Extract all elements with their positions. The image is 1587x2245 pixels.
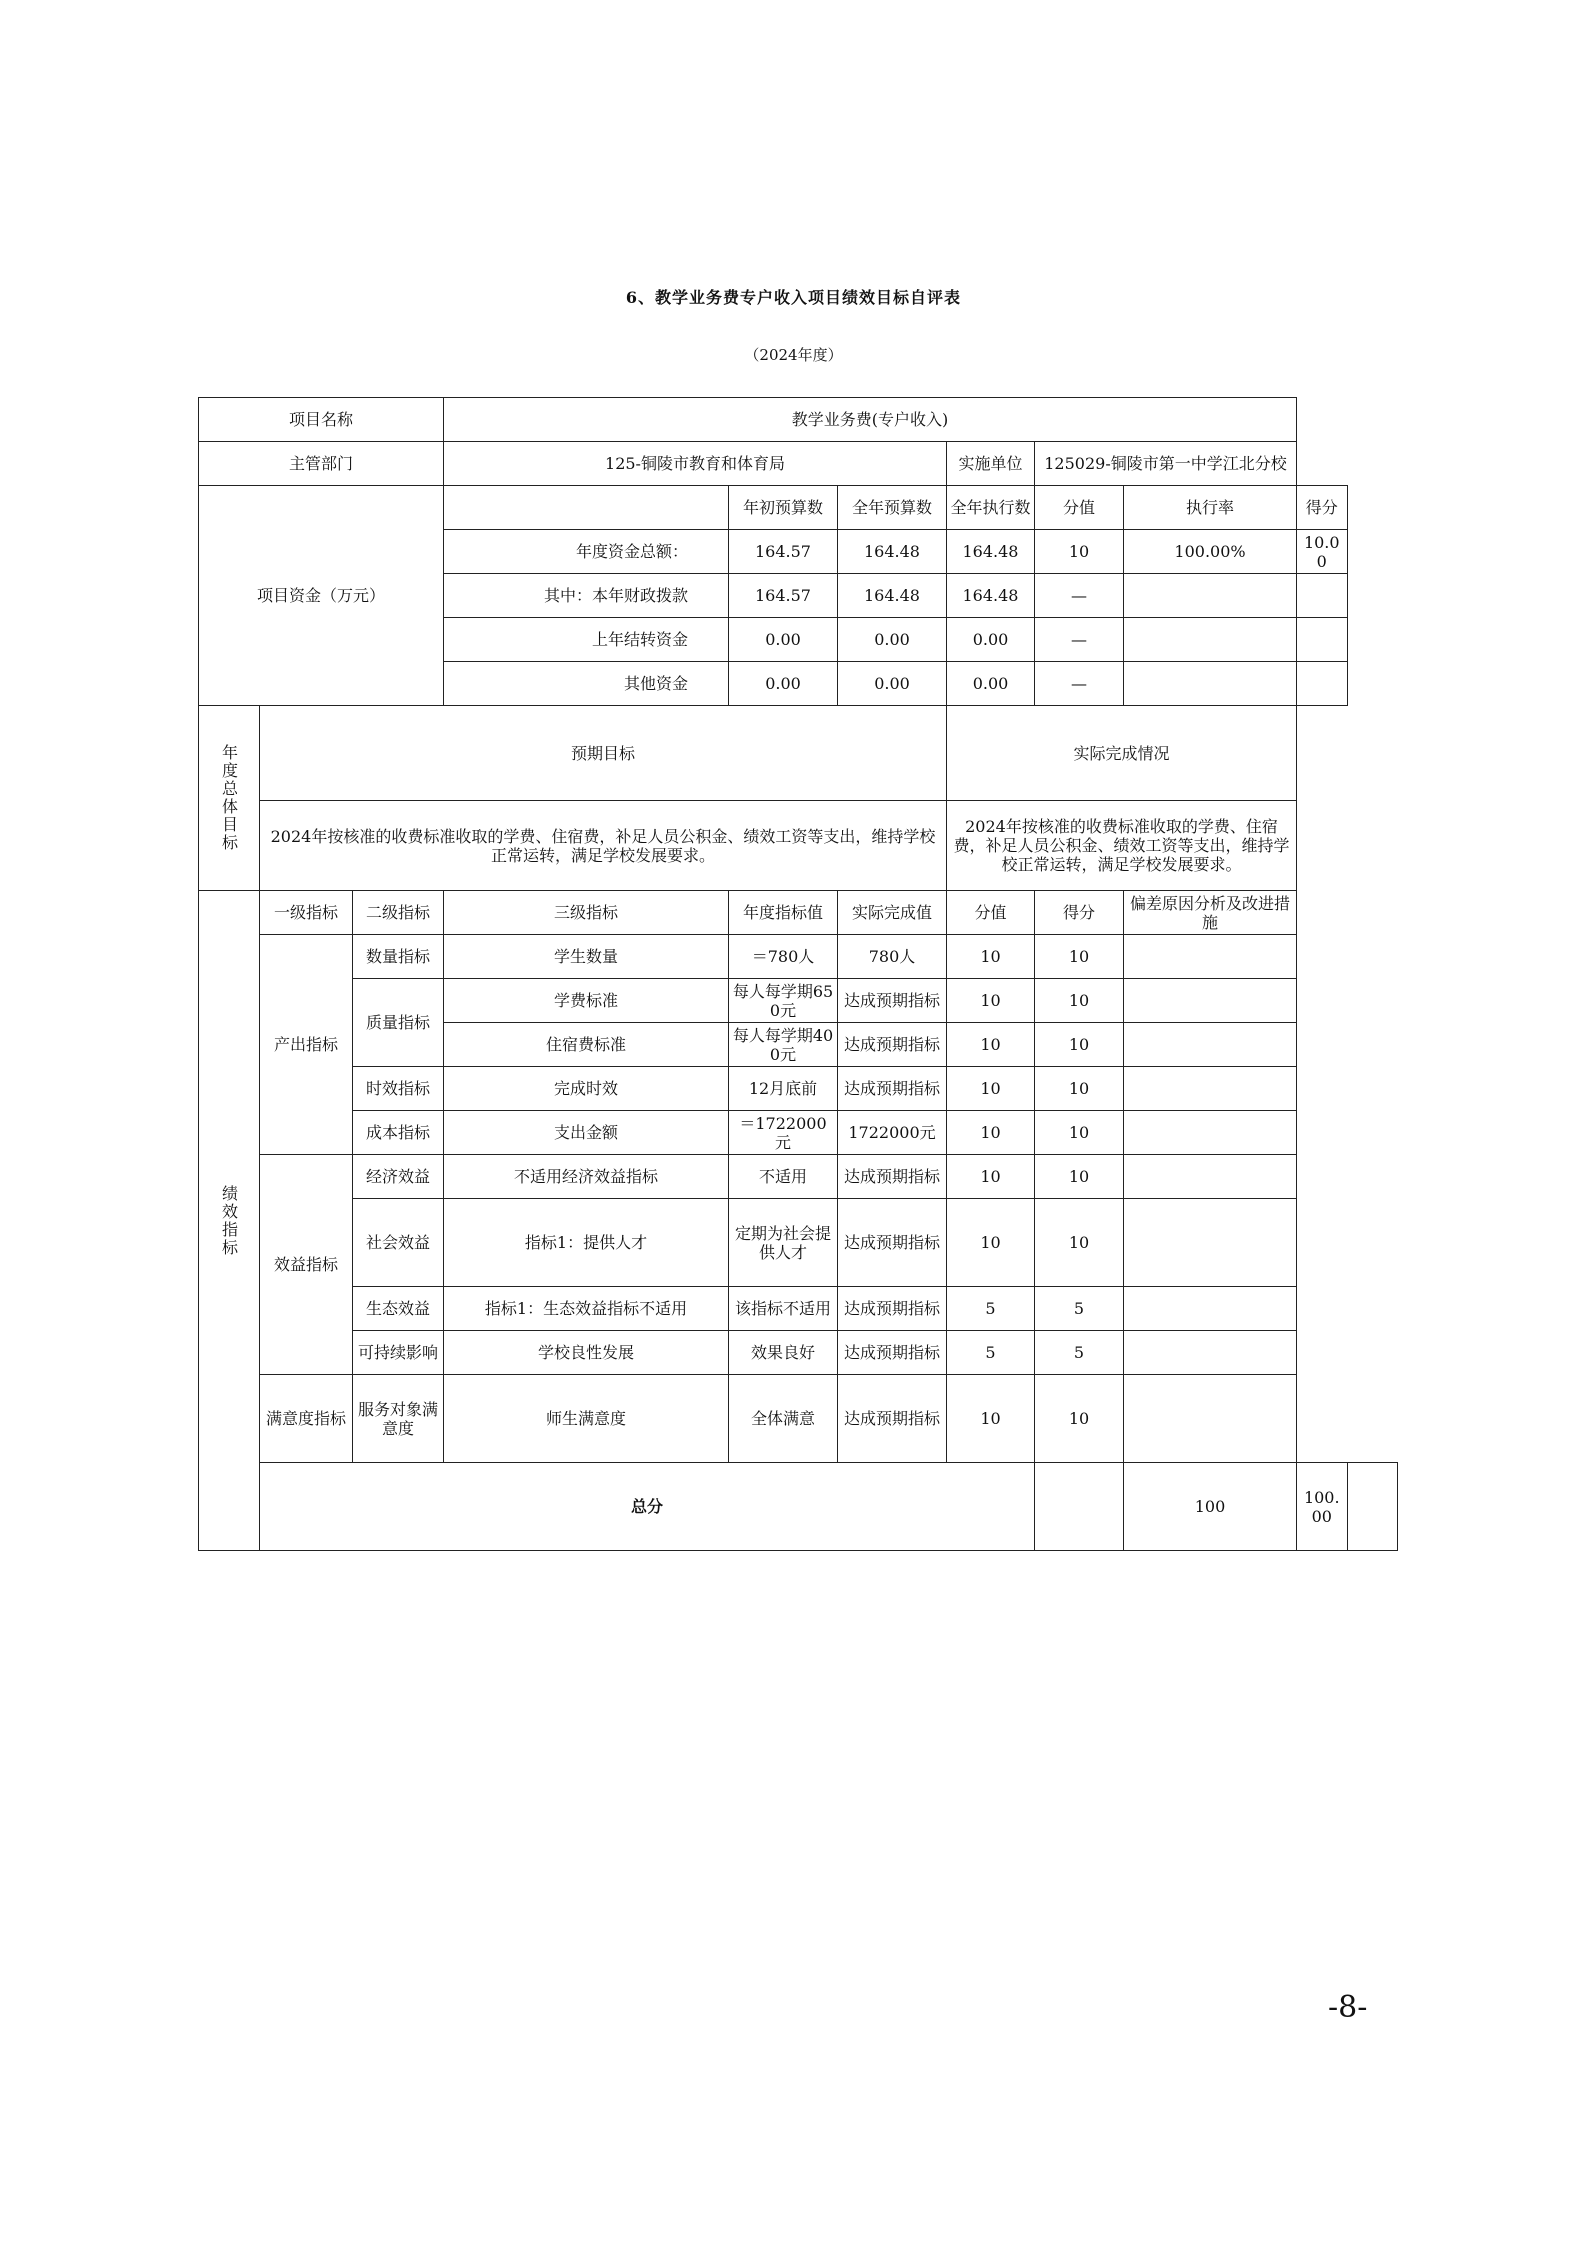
perf-got: 5 (1035, 1331, 1124, 1375)
level2-timeliness: 时效指标 (353, 1067, 444, 1111)
funds-cell (1297, 618, 1348, 662)
perf-note (1124, 1331, 1297, 1375)
funds-cell: 10.00 (1297, 530, 1348, 574)
funds-cell: 0.00 (838, 662, 947, 706)
goals-text-row (199, 801, 1398, 891)
level1-satisfaction: 满意度指标 (260, 1375, 353, 1463)
level2-economic: 经济效益 (353, 1155, 444, 1199)
perf-got: 10 (1035, 1375, 1124, 1463)
perf-row (199, 1375, 1398, 1463)
perf-row (199, 1155, 1398, 1199)
expected-header: 预期目标 (260, 706, 947, 801)
perf-actual: 达成预期指标 (838, 1375, 947, 1463)
level1-output: 产出指标 (260, 935, 353, 1155)
perf-l3: 学费标准 (444, 979, 729, 1023)
perf-score: 10 (947, 1111, 1035, 1155)
perf-l3: 师生满意度 (444, 1375, 729, 1463)
funds-cell: 164.48 (947, 530, 1035, 574)
perf-row (199, 979, 1398, 1023)
funds-cell: — (1035, 574, 1124, 618)
perf-actual: 达成预期指标 (838, 1199, 947, 1287)
perf-target: ＝780人 (729, 935, 838, 979)
funds-cell: 0.00 (947, 618, 1035, 662)
funds-cell (1124, 618, 1297, 662)
perf-got: 10 (1035, 1067, 1124, 1111)
perf-target: 12月底前 (729, 1067, 838, 1111)
level2-social: 社会效益 (353, 1199, 444, 1287)
perf-target: 全体满意 (729, 1375, 838, 1463)
actual-header: 实际完成情况 (947, 706, 1297, 801)
project-name-label: 项目名称 (199, 398, 444, 442)
performance-table (198, 397, 1398, 1551)
impl-label: 实施单位 (947, 442, 1035, 486)
perf-target: 不适用 (729, 1155, 838, 1199)
perf-row (199, 1111, 1398, 1155)
perf-note (1124, 1067, 1297, 1111)
perf-actual: 达成预期指标 (838, 1287, 947, 1331)
perf-label-cell (199, 891, 260, 1551)
funds-header-blank (444, 486, 729, 530)
perf-row (199, 1287, 1398, 1331)
funds-cell: 164.57 (729, 574, 838, 618)
perf-target: ＝1722000元 (729, 1111, 838, 1155)
perf-score: 10 (947, 1155, 1035, 1199)
goals-label: 年度总体目标 (219, 744, 239, 852)
dept-value: 125-铜陵市教育和体育局 (444, 442, 947, 486)
perf-row (199, 1331, 1398, 1375)
perf-header: 年度指标值 (729, 891, 838, 935)
level2-satisfaction: 服务对象满意度 (353, 1375, 444, 1463)
funds-header-c4: 分值 (1035, 486, 1124, 530)
total-blank (1035, 1463, 1124, 1551)
funds-header-c2: 全年预算数 (838, 486, 947, 530)
project-name-row (199, 398, 1398, 442)
funds-cell: 0.00 (947, 662, 1035, 706)
perf-l3: 指标1：生态效益指标不适用 (444, 1287, 729, 1331)
funds-cell: 164.57 (729, 530, 838, 574)
dept-row (199, 442, 1398, 486)
total-row (199, 1463, 1398, 1551)
perf-score: 10 (947, 1023, 1035, 1067)
goals-label-cell (199, 706, 260, 891)
page-number: -8- (1328, 1990, 1368, 2025)
perf-header: 分值 (947, 891, 1035, 935)
funds-header-c3: 全年执行数 (947, 486, 1035, 530)
funds-header-row (199, 486, 1398, 530)
total-score: 100 (1124, 1463, 1297, 1551)
perf-score: 10 (947, 1199, 1035, 1287)
total-got: 100.00 (1297, 1463, 1348, 1551)
perf-header-row (199, 891, 1398, 935)
perf-got: 10 (1035, 979, 1124, 1023)
perf-actual: 1722000元 (838, 1111, 947, 1155)
level2-cost: 成本指标 (353, 1111, 444, 1155)
funds-row-name: 其中：本年财政拨款 (444, 574, 729, 618)
funds-row-name: 上年结转资金 (444, 618, 729, 662)
funds-cell (1124, 662, 1297, 706)
perf-row (199, 1067, 1398, 1111)
funds-row-name: 年度资金总额： (444, 530, 729, 574)
funds-cell: 0.00 (729, 662, 838, 706)
funds-cell: 164.48 (947, 574, 1035, 618)
level2-ecological: 生态效益 (353, 1287, 444, 1331)
goals-header-row (199, 706, 1398, 801)
perf-l3: 指标1：提供人才 (444, 1199, 729, 1287)
funds-cell: 0.00 (729, 618, 838, 662)
perf-row (199, 935, 1398, 979)
perf-l3: 不适用经济效益指标 (444, 1155, 729, 1199)
perf-score: 10 (947, 935, 1035, 979)
funds-cell: 164.48 (838, 530, 947, 574)
perf-header: 一级指标 (260, 891, 353, 935)
funds-label: 项目资金（万元） (199, 486, 444, 706)
funds-cell (1297, 662, 1348, 706)
perf-actual: 达成预期指标 (838, 1331, 947, 1375)
perf-header: 实际完成值 (838, 891, 947, 935)
perf-note (1124, 979, 1297, 1023)
actual-text: 2024年按核准的收费标准收取的学费、住宿费，补足人员公积金、绩效工资等支出，维持学校正常运转，满足学校发展要求。 (947, 801, 1297, 891)
perf-note (1124, 1155, 1297, 1199)
expected-text: 2024年按核准的收费标准收取的学费、住宿费，补足人员公积金、绩效工资等支出，维持学校正常运转，满足学校发展要求。 (260, 801, 947, 891)
perf-actual: 达成预期指标 (838, 979, 947, 1023)
level2-quality: 质量指标 (353, 979, 444, 1067)
perf-target: 每人每学期650元 (729, 979, 838, 1023)
funds-cell: 10 (1035, 530, 1124, 574)
perf-note (1124, 1199, 1297, 1287)
perf-l3: 住宿费标准 (444, 1023, 729, 1067)
funds-cell (1124, 574, 1297, 618)
perf-header: 二级指标 (353, 891, 444, 935)
funds-cell: 0.00 (838, 618, 947, 662)
perf-got: 10 (1035, 1199, 1124, 1287)
funds-cell: — (1035, 662, 1124, 706)
level2-sustainable: 可持续影响 (353, 1331, 444, 1375)
perf-score: 10 (947, 979, 1035, 1023)
perf-l3: 完成时效 (444, 1067, 729, 1111)
perf-score: 5 (947, 1331, 1035, 1375)
perf-target: 定期为社会提供人才 (729, 1199, 838, 1287)
dept-label: 主管部门 (199, 442, 444, 486)
project-name-value: 教学业务费(专户收入) (444, 398, 1297, 442)
funds-cell: 100.00% (1124, 530, 1297, 574)
perf-got: 10 (1035, 1155, 1124, 1199)
perf-note (1124, 1375, 1297, 1463)
level2-quantity: 数量指标 (353, 935, 444, 979)
perf-label: 绩效指标 (219, 1184, 239, 1257)
funds-cell: — (1035, 618, 1124, 662)
perf-note (1124, 1023, 1297, 1067)
perf-actual: 达成预期指标 (838, 1067, 947, 1111)
impl-value: 125029-铜陵市第一中学江北分校 (1035, 442, 1297, 486)
perf-score: 10 (947, 1375, 1035, 1463)
perf-got: 5 (1035, 1287, 1124, 1331)
perf-actual: 780人 (838, 935, 947, 979)
perf-row (199, 1199, 1398, 1287)
level1-benefit: 效益指标 (260, 1155, 353, 1375)
total-note (1347, 1463, 1398, 1551)
perf-score: 10 (947, 1067, 1035, 1111)
perf-target: 效果良好 (729, 1331, 838, 1375)
perf-l3: 支出金额 (444, 1111, 729, 1155)
funds-header-c6: 得分 (1297, 486, 1348, 530)
perf-score: 5 (947, 1287, 1035, 1331)
funds-header-c5: 执行率 (1124, 486, 1297, 530)
perf-actual: 达成预期指标 (838, 1023, 947, 1067)
perf-got: 10 (1035, 935, 1124, 979)
perf-got: 10 (1035, 1111, 1124, 1155)
perf-note (1124, 935, 1297, 979)
perf-l3: 学校良性发展 (444, 1331, 729, 1375)
perf-header: 偏差原因分析及改进措施 (1124, 891, 1297, 935)
funds-header-c1: 年初预算数 (729, 486, 838, 530)
document-year: （2024年度） (744, 346, 843, 364)
funds-cell: 164.48 (838, 574, 947, 618)
perf-got: 10 (1035, 1023, 1124, 1067)
total-label: 总分 (260, 1463, 1035, 1551)
perf-target: 每人每学期400元 (729, 1023, 838, 1067)
perf-header: 得分 (1035, 891, 1124, 935)
perf-note (1124, 1111, 1297, 1155)
perf-l3: 学生数量 (444, 935, 729, 979)
funds-cell (1297, 574, 1348, 618)
perf-header: 三级指标 (444, 891, 729, 935)
document-title: 6、教学业务费专户收入项目绩效目标自评表 (625, 288, 962, 307)
perf-actual: 达成预期指标 (838, 1155, 947, 1199)
perf-note (1124, 1287, 1297, 1331)
perf-target: 该指标不适用 (729, 1287, 838, 1331)
funds-row-name: 其他资金 (444, 662, 729, 706)
